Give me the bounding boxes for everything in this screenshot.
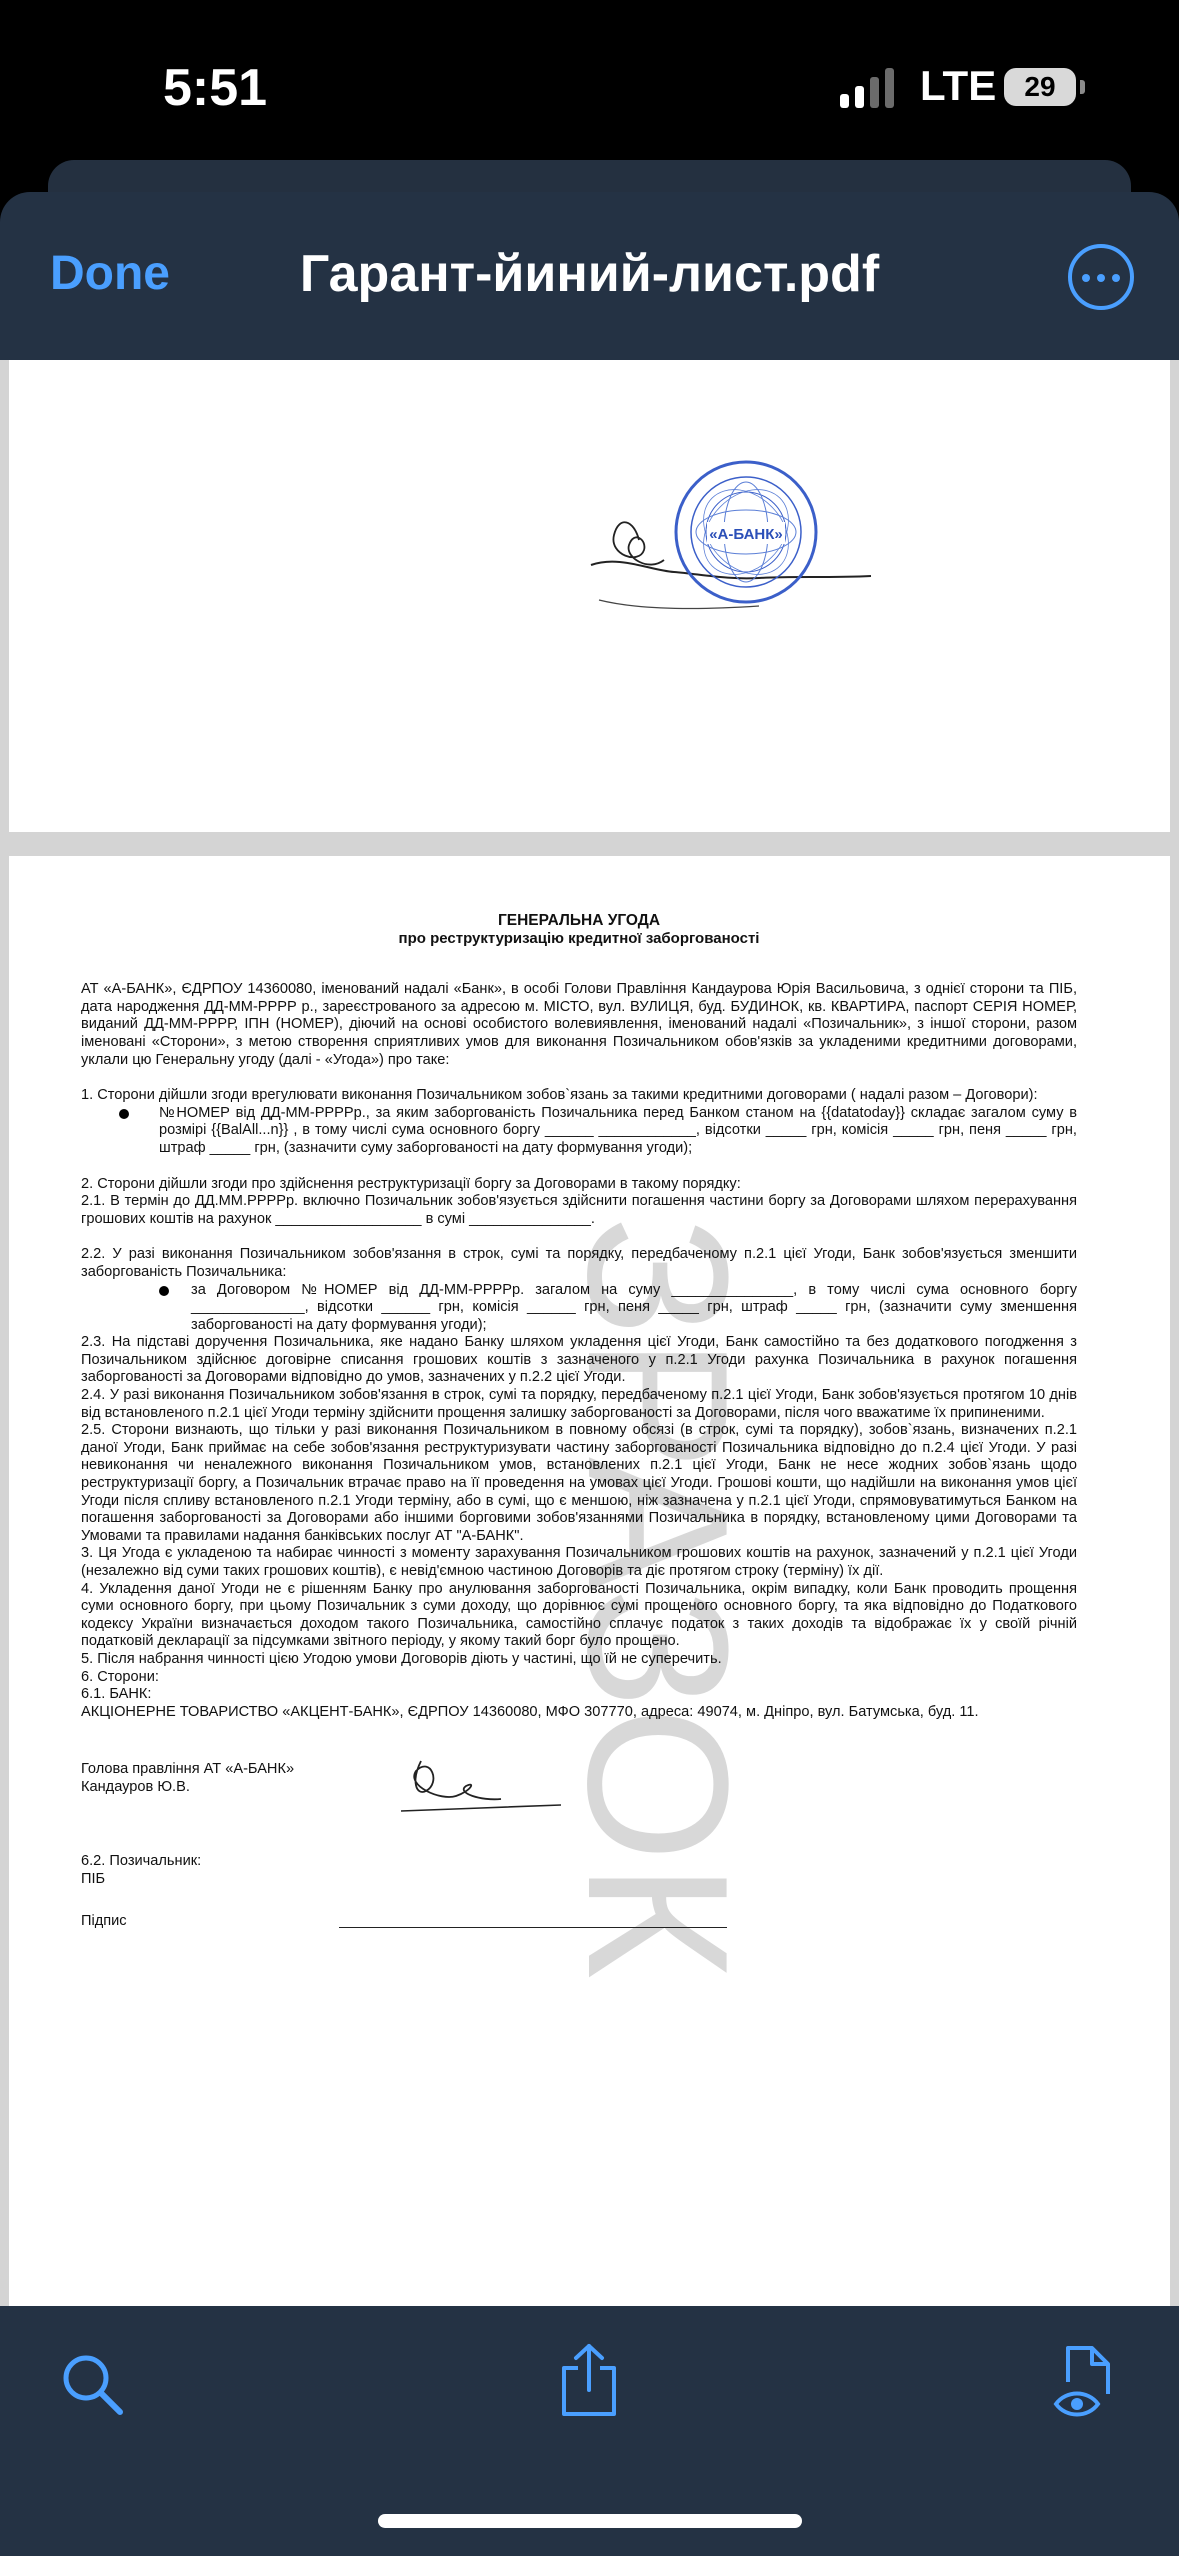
- clause-5: 5. Після набрання чинності цією Угодою умови Договорів діють у частині, що їй не суперечить.: [81, 1650, 722, 1667]
- signal-icon: [838, 66, 898, 110]
- clause-3: 3. Ця Угода є укладеною та набирає чинності з моменту зарахування Позичальником грошових коштів на рахунок, зазначений у п.2.1 цієї Угоди (незалежно від суми таких грошових коштів), є невід'ємною частиною Договорів та діє протягом строку (терміну) їх дії.: [81, 1545, 1077, 1579]
- clause-1: 1. Сторони дійшли згоди врегулювати виконання Позичальником зобов`язань за такими кредитними договорами ( надалі разом – Договори):: [81, 1087, 1038, 1104]
- pdf-scroll-area[interactable]: [0, 360, 1179, 2306]
- done-button[interactable]: Done: [50, 247, 170, 300]
- document-title: Гарант-йиний-лист.pdf: [299, 245, 880, 303]
- signature-underline: [339, 1927, 727, 1928]
- handwritten-signature: [381, 1741, 581, 1831]
- clause-6-1: 6.1. БАНК:: [81, 1686, 152, 1703]
- share-icon[interactable]: [556, 2342, 622, 2418]
- agreement-text: [81, 912, 1077, 1933]
- clause-2-2-bullet: за Договором №НОМЕР від ДД-ММ-РРРРр. загалом на суму _______________, в тому числі сума основного боргу ______________, відсотки ______ грн, комісія ______ грн, пеня _____ грн, штраф _____ грн, (зазначити суму зменшення заборгованості на дату формування угоди);: [81, 1282, 1077, 1335]
- clause-6-2: 6.2. Позичальник:: [81, 1853, 202, 1870]
- clause-2-2: 2.2. У разі виконання Позичальником зобов'язання в строк, сумі та порядку, передбаченому п.2.1 цієї Угоди, Банк зобов'язується зменшити заборгованість Позичальника:: [81, 1246, 1077, 1280]
- signature-stamp: [579, 460, 879, 630]
- network-type: LTE: [920, 62, 997, 109]
- svg-text:ЗРАЗОК: ЗРАЗОК: [546, 1216, 769, 1979]
- clause-2: 2. Сторони дійшли згоди про здійснення реструктуризації боргу за Договорами в такому порядку:: [81, 1175, 741, 1192]
- clause-2-1: 2.1. В термін до ДД.ММ.РРРРр. включно Позичальник зобов'язується здійснити погашення частини боргу за Договорами шляхом перерахування грошових коштів на рахунок __________________ в сумі _______________.: [81, 1193, 1077, 1227]
- clause-1-bullet: №НОМЕР від ДД-ММ-РРРРр., за яким заборгованість Позичальника перед Банком станом на {{datatoday}} складає загалом суму в розмірі {{BalAll...n}} , в тому числі сума основного боргу ______ ____________, відсотки _____ грн, комісія _____ грн, пеня _____ грн, штраф _____ грн, (зазначити суму заборгованості на дату формування угоди);: [81, 1105, 1077, 1158]
- clause-4: 4. Укладення даної Угоди не є рішенням Банку про анулювання заборгованості Позичальника, окрім випадку, коли Банк проводить прощення суми основного боргу, при цьому Позичальник з суми доходу, що дорівнює сумі прощеного основного боргу, та яка відповідно до Податкового кодексу України визначається доходом такого Позичальника, самостійно сплачує податок з таких доходів та відображає їх у своїй річній податковій декларації за підсумками звітного періоду, у якому такий борг було прощено.: [81, 1580, 1077, 1650]
- signature-label: Підпис: [81, 1912, 127, 1929]
- clause-2-5: 2.5. Сторони визнають, що тільки у разі виконання Позичальником в повному обсязі (в строк, сумі та порядку), зобов`язань, визначених п.2.1 даної Угоди, Банк приймає на себе зобов'язання реструктуризувати частину заборгованості Позичальника відповідно до п.2.4 цієї Угоди. У разі невиконання чи неналежного виконання Позичальником умов, встановлених п.2.1 цієї Угоди, Банк не несе жодних зобов`язань щодо реструктуризації боргу, а Позичальник втрачає право на її проведення на умовах цієї Угоди. Грошові кошти, що надійшли на виконання умов цієї Угоди після спливу встановленого п.2.1 Угоди терміну, або в сумі, що є меншою, ніж зазначена у п.2.1 цієї Угоди, спрямовуватимуться Банком на погашення заборгованості за Договорами або іншими борговими зобов'язаннями Позичальника в порядку, встановленому цими Договорами та Умовами та правилами надання банківських послуг АТ "А-БАНК".: [81, 1422, 1077, 1544]
- clause-6: 6. Сторони:: [81, 1668, 159, 1685]
- pdf-page-2: [9, 856, 1170, 2306]
- bank-details: АКЦІОНЕРНЕ ТОВАРИСТВО «АКЦЕНТ-БАНК», ЄДРПОУ 14360080, МФО 307770, адреса: 49074, м. Дніпро, вул. Батумська, буд. 11.: [81, 1703, 979, 1720]
- borrower-signature-line: [81, 1913, 1077, 1933]
- document-eye-icon[interactable]: [1052, 2342, 1118, 2422]
- borrower-name: ПІБ: [81, 1870, 106, 1887]
- battery-tip: [1080, 80, 1085, 94]
- status-time: 5:51: [163, 59, 268, 117]
- status-bar: [0, 0, 1179, 175]
- ellipsis-circle-icon[interactable]: [1068, 244, 1134, 310]
- bank-head-name: Кандауров Ю.В.: [81, 1778, 190, 1795]
- pdf-viewer-header: [0, 192, 1179, 360]
- agreement-subtitle: про реструктуризацію кредитної заборгованості: [398, 929, 760, 947]
- svg-text:«А-БАНК»: «А-БАНК»: [709, 526, 783, 543]
- clause-2-4: 2.4. У разі виконання Позичальником зобов'язання в строк, сумі та порядку, передбаченому п.2.1 цієї Угоди, Банк зобов'язується протягом 10 днів від встановленого п.2.1 цієї Угоди терміну здійснити прощення залишку заборгованості за Договорами, після чого вважатиме їх припиненими.: [81, 1387, 1077, 1421]
- bank-signature-block: [81, 1761, 1077, 1831]
- agreement-title: ГЕНЕРАЛЬНА УГОДА: [497, 912, 661, 929]
- pdf-page-1: [9, 360, 1170, 832]
- agreement-intro: АТ «А-БАНК», ЄДРПОУ 14360080, іменований надалі «Банк», в особі Голови Правління Кандаурова Юрія Васильовича, з однієї сторони та ПІБ, дата народження ДД-ММ-РРРР р., зареєстрованого за адресою м. МІСТО, вул. ВУЛИЦЯ, буд. БУДИНОК, кв. КВАРТИРА, паспорт СЕРІЯ НОМЕР, виданий ДД-ММ-РРРР, ІПН (НОМЕР), діючий на основі особистого волевиявлення, іменований надалі «Позичальник», з іншої сторони, разом іменовані «Сторони», з метою створення сприятливих умов для виконання Позичальником обов'язків за укладеними кредитними договорами, уклали цю Генеральну угоду (далі - «Угода») про таке:: [81, 981, 1077, 1068]
- home-indicator: [378, 2514, 802, 2528]
- clause-2-3: 2.3. На підставі доручення Позичальника, яке надано Банку шляхом укладення цієї Угоди, Банк самостійно та без додаткового погодження з Позичальником здійснює договірне списання грошових коштів з зазначеного у п.2.1 Угоди рахунка Позичальника в рахунок погашення заборгованості за Договорами відповідно до умов, зазначених у п.2.2 цієї Угоди.: [81, 1334, 1077, 1386]
- search-icon[interactable]: [58, 2350, 126, 2418]
- battery-icon: 29: [1004, 68, 1076, 106]
- bank-head-title: Голова правління АТ «А-БАНК»: [81, 1761, 295, 1778]
